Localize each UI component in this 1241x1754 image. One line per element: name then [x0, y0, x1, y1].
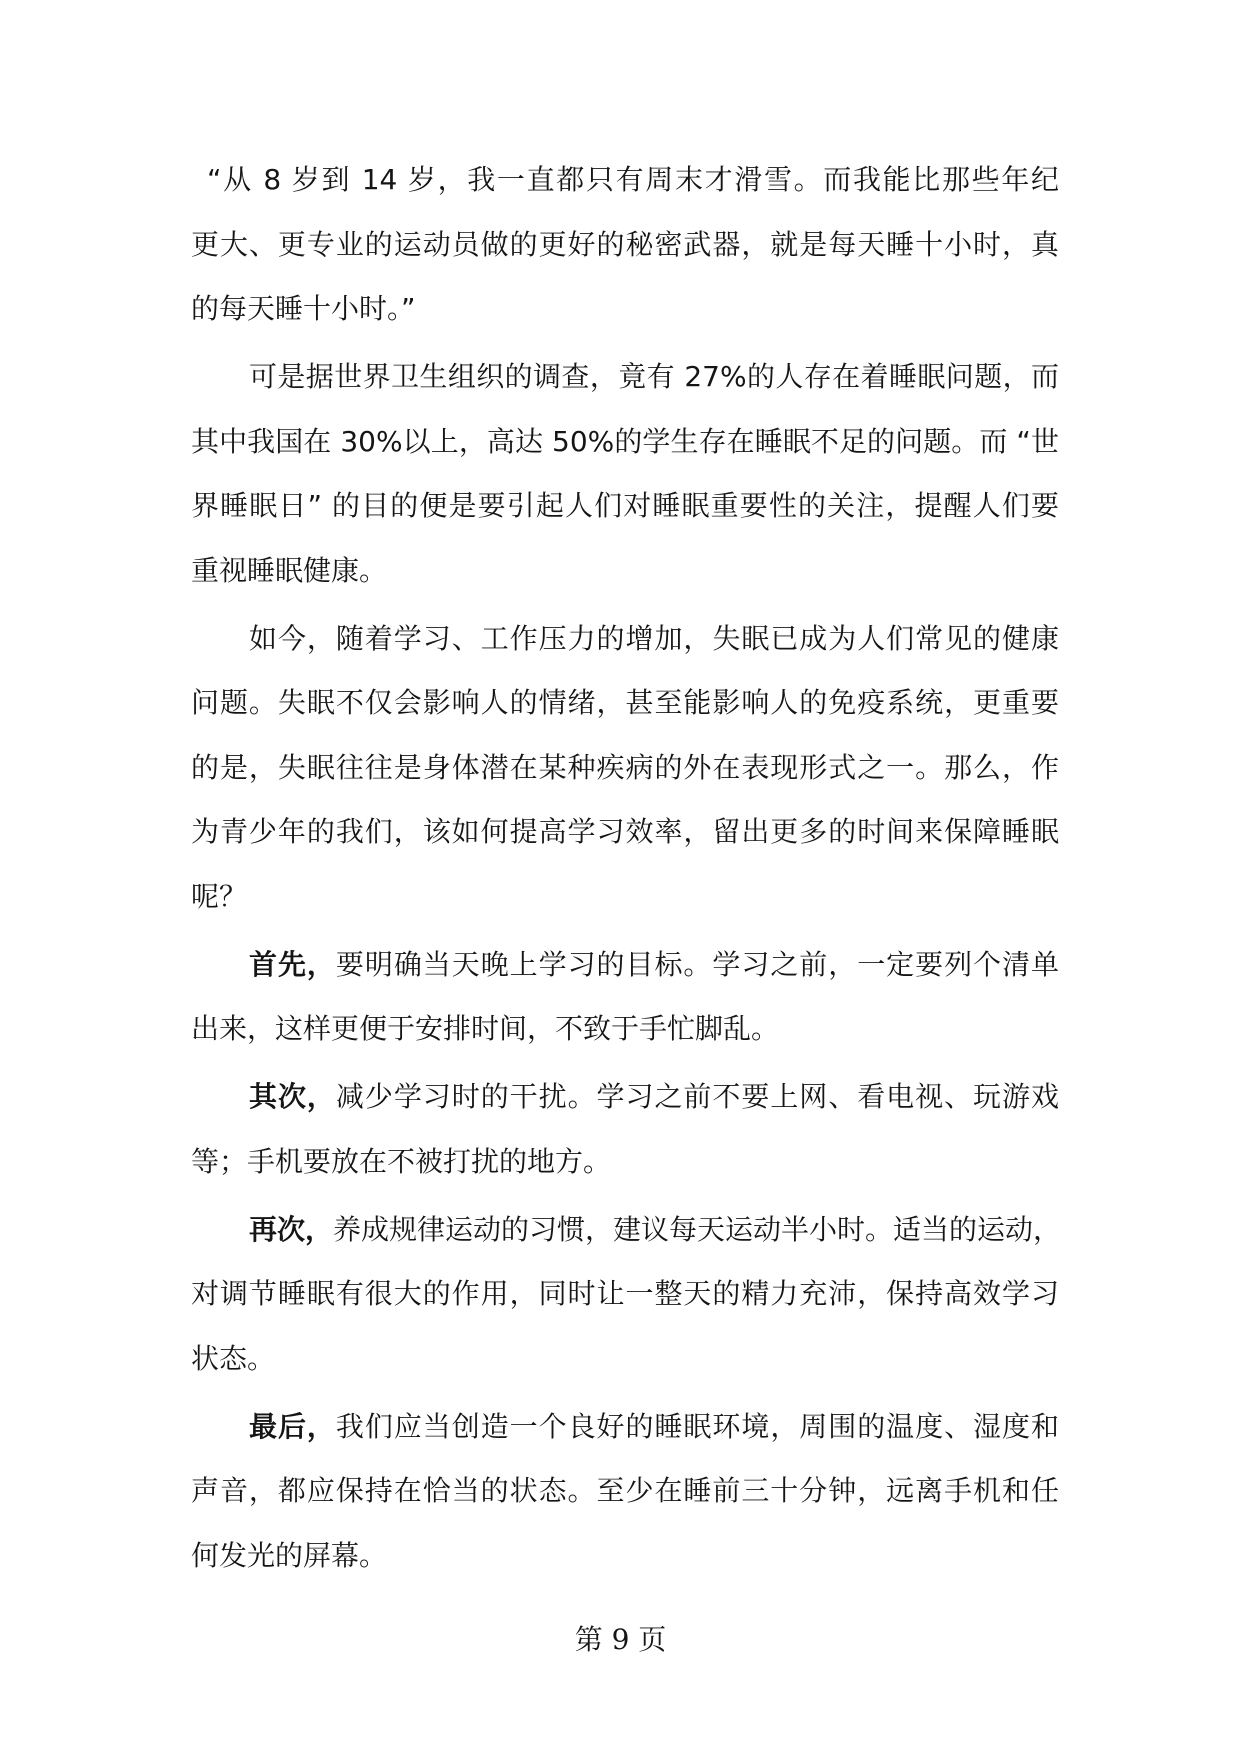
text-line: 界睡眠日” 的目的便是要引起人们对睡眠重要性的关注，提醒人们要 [191, 489, 1059, 522]
page-number: 第 9 页 [574, 1623, 667, 1656]
text-line: 出来，这样更便于安排时间，不致于手忙脚乱。 [191, 1012, 780, 1045]
text-line: 如今，随着学习、工作压力的增加，失眠已成为人们常见的健康 [249, 621, 1059, 655]
text-line: “从 8 岁到 14 岁，我一直都只有周末才滑雪。而我能比那些年纪 [207, 163, 1059, 196]
text-line: 更大、更专业的运动员做的更好的秘密武器，就是每天睡十小时，真 [191, 227, 1059, 261]
text-line: 为青少年的我们，该如何提高学习效率，留出更多的时间来保障睡眠 [191, 815, 1059, 848]
paragraph-first-tip [191, 933, 1059, 1062]
text-line: 何发光的屏幕。 [191, 1538, 388, 1572]
text-line [191, 933, 1059, 998]
paragraph-insomnia [191, 607, 1059, 930]
paragraph-lead: 首先， [249, 947, 336, 981]
text-run: 我们应当创造一个良好的睡眠环境，周围的温度、湿度和 [335, 1409, 1059, 1443]
text-line [191, 1198, 1062, 1263]
paragraph-lead: 最后， [249, 1409, 336, 1443]
paragraph-sleep-quote [191, 148, 1059, 342]
text-run: 要明确当天晚上学习的目标。学习之前，一定要列个清单 [335, 947, 1059, 981]
text-run: 养成规律运动的习惯，建议每天运动半小时。适当的运动， [333, 1212, 1062, 1246]
document-body [191, 148, 1062, 1592]
paragraph-last-tip [191, 1395, 1059, 1589]
text-line: 其中我国在 30%以上，高达 50%的学生存在睡眠不足的问题。而 “世 [191, 424, 1059, 458]
text-line: 的每天睡十小时。” [191, 292, 416, 325]
text-line [191, 1065, 1059, 1130]
paragraph-third-tip [191, 1198, 1062, 1392]
text-run: 减少学习时的干扰。学习之前不要上网、看电视、玩游戏 [335, 1080, 1059, 1113]
text-line: 可是据世界卫生组织的调查，竟有 27%的人存在着睡眠问题，而 [249, 360, 1059, 393]
paragraph-second-tip [191, 1065, 1059, 1194]
text-line: 状态。 [191, 1341, 276, 1375]
text-line: 对调节睡眠有很大的作用，同时让一整天的精力充沛，保持高效学习 [191, 1277, 1059, 1310]
paragraph-lead: 再次， [249, 1212, 334, 1246]
text-line: 的是，失眠往往是身体潜在某种疾病的外在表现形式之一。那么，作 [191, 750, 1059, 784]
paragraph-lead: 其次， [249, 1080, 336, 1113]
paragraph-who-survey [191, 345, 1059, 603]
text-line: 问题。失眠不仅会影响人的情绪，甚至能影响人的免疫系统，更重要 [191, 686, 1059, 719]
text-line: 重视睡眠健康。 [191, 553, 388, 587]
text-line: 呢？ [191, 879, 248, 913]
text-line [191, 1395, 1059, 1460]
text-line: 声音，都应保持在恰当的状态。至少在睡前三十分钟，远离手机和任 [191, 1474, 1059, 1507]
text-line: 等；手机要放在不被打扰的地方。 [191, 1144, 612, 1178]
